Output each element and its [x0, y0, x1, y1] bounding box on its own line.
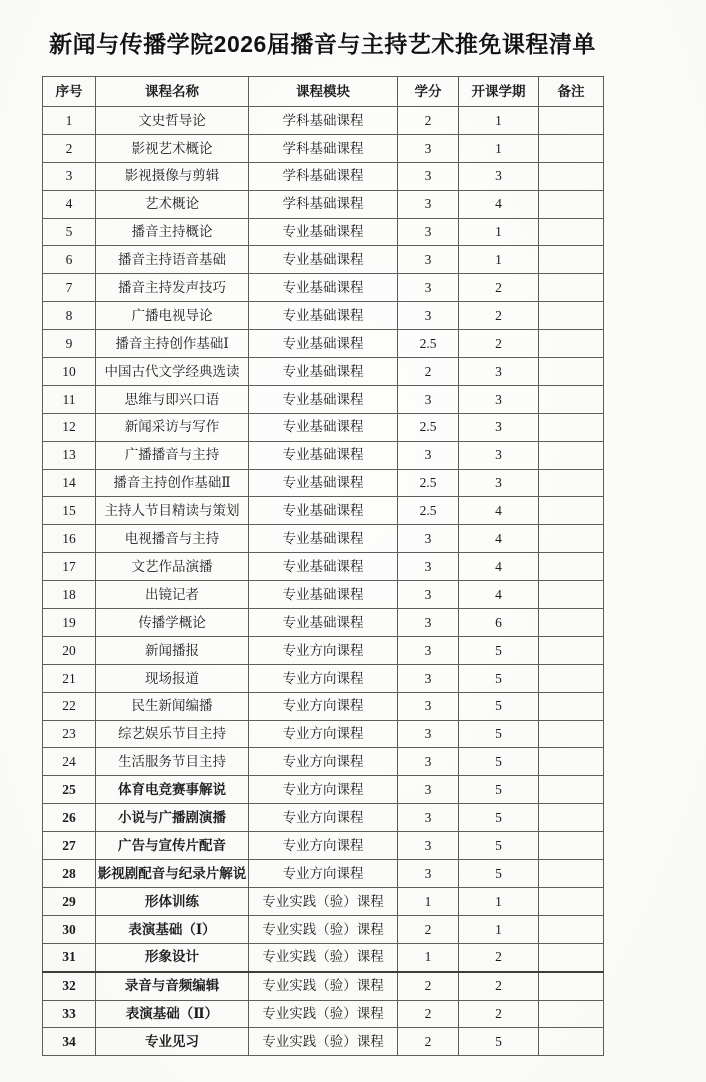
- course-module-cell: 专业基础课程: [249, 330, 398, 358]
- course-name-cell: 综艺娱乐节目主持: [96, 720, 249, 748]
- table-row: [43, 776, 604, 804]
- course-remark-cell: [539, 469, 604, 497]
- course-remark-cell: [539, 636, 604, 664]
- course-module-cell: 专业方向课程: [249, 832, 398, 860]
- row-no-cell: 16: [43, 525, 96, 553]
- course-credits-cell: 1: [398, 943, 459, 971]
- course-name-cell: 播音主持概论: [96, 218, 249, 246]
- table-row: [43, 915, 604, 943]
- course-remark-cell: [539, 385, 604, 413]
- course-remark-cell: [539, 413, 604, 441]
- course-module-cell: 专业基础课程: [249, 441, 398, 469]
- course-credits-cell: 2.5: [398, 469, 459, 497]
- course-remark-cell: [539, 748, 604, 776]
- table-row: [43, 274, 604, 302]
- table-row: [43, 413, 604, 441]
- row-no-cell: 29: [43, 887, 96, 915]
- course-module-cell: 专业实践（验）课程: [249, 1000, 398, 1028]
- course-remark-cell: [539, 832, 604, 860]
- course-credits-cell: 2: [398, 972, 459, 1000]
- row-no-cell: 13: [43, 441, 96, 469]
- course-semester-cell: 3: [459, 162, 539, 190]
- course-semester-cell: 6: [459, 609, 539, 637]
- course-semester-cell: 5: [459, 664, 539, 692]
- table-row: [43, 581, 604, 609]
- course-credits-cell: 3: [398, 274, 459, 302]
- row-no-cell: 30: [43, 915, 96, 943]
- header-no: 序号: [43, 77, 96, 107]
- row-no-cell: 8: [43, 302, 96, 330]
- course-remark-cell: [539, 358, 604, 386]
- row-no-cell: 33: [43, 1000, 96, 1028]
- table-row: [43, 246, 604, 274]
- course-remark-cell: [539, 776, 604, 804]
- row-no-cell: 3: [43, 162, 96, 190]
- course-credits-cell: 2: [398, 915, 459, 943]
- course-semester-cell: 3: [459, 469, 539, 497]
- course-remark-cell: [539, 720, 604, 748]
- course-credits-cell: 2.5: [398, 330, 459, 358]
- course-module-cell: 学科基础课程: [249, 162, 398, 190]
- course-remark-cell: [539, 664, 604, 692]
- course-semester-cell: 4: [459, 497, 539, 525]
- table-row: [43, 107, 604, 135]
- course-remark-cell: [539, 525, 604, 553]
- course-credits-cell: 3: [398, 553, 459, 581]
- table-row: [43, 218, 604, 246]
- course-credits-cell: 2: [398, 107, 459, 135]
- row-no-cell: 17: [43, 553, 96, 581]
- course-credits-cell: 2: [398, 1000, 459, 1028]
- header-row: [43, 77, 604, 107]
- course-semester-cell: 5: [459, 804, 539, 832]
- course-remark-cell: [539, 915, 604, 943]
- course-semester-cell: 3: [459, 358, 539, 386]
- table-row: [43, 720, 604, 748]
- course-module-cell: 专业方向课程: [249, 720, 398, 748]
- row-no-cell: 24: [43, 748, 96, 776]
- course-module-cell: 专业实践（验）课程: [249, 972, 398, 1000]
- course-semester-cell: 2: [459, 1000, 539, 1028]
- header-name: 课程名称: [96, 77, 249, 107]
- course-name-cell: 民生新闻编播: [96, 692, 249, 720]
- course-module-cell: 专业基础课程: [249, 246, 398, 274]
- course-table: [42, 76, 604, 1056]
- course-name-cell: 表演基础（Ⅰ）: [96, 915, 249, 943]
- course-credits-cell: 3: [398, 525, 459, 553]
- course-credits-cell: 3: [398, 302, 459, 330]
- course-semester-cell: 5: [459, 776, 539, 804]
- course-semester-cell: 5: [459, 860, 539, 888]
- course-name-cell: 播音主持发声技巧: [96, 274, 249, 302]
- table-row: [43, 330, 604, 358]
- course-semester-cell: 5: [459, 832, 539, 860]
- course-remark-cell: [539, 1000, 604, 1028]
- table-row: [43, 832, 604, 860]
- course-name-cell: 录音与音频编辑: [96, 972, 249, 1000]
- course-credits-cell: 3: [398, 804, 459, 832]
- course-module-cell: 专业基础课程: [249, 358, 398, 386]
- table-row: [43, 525, 604, 553]
- course-remark-cell: [539, 441, 604, 469]
- course-name-cell: 思维与即兴口语: [96, 385, 249, 413]
- course-semester-cell: 4: [459, 190, 539, 218]
- course-name-cell: 广播播音与主持: [96, 441, 249, 469]
- course-module-cell: 专业实践（验）课程: [249, 943, 398, 971]
- course-semester-cell: 4: [459, 525, 539, 553]
- course-credits-cell: 3: [398, 748, 459, 776]
- course-module-cell: 学科基础课程: [249, 190, 398, 218]
- course-module-cell: 专业方向课程: [249, 664, 398, 692]
- course-remark-cell: [539, 887, 604, 915]
- course-name-cell: 形象设计: [96, 943, 249, 971]
- row-no-cell: 12: [43, 413, 96, 441]
- row-no-cell: 2: [43, 134, 96, 162]
- table-row: [43, 385, 604, 413]
- header-credits: 学分: [398, 77, 459, 107]
- table-row: [43, 609, 604, 637]
- course-name-cell: 影视艺术概论: [96, 134, 249, 162]
- row-no-cell: 21: [43, 664, 96, 692]
- course-module-cell: 专业实践（验）课程: [249, 915, 398, 943]
- course-remark-cell: [539, 218, 604, 246]
- course-semester-cell: 5: [459, 748, 539, 776]
- course-credits-cell: 2.5: [398, 413, 459, 441]
- course-remark-cell: [539, 609, 604, 637]
- table-row: [43, 358, 604, 386]
- course-name-cell: 文艺作品演播: [96, 553, 249, 581]
- course-module-cell: 专业方向课程: [249, 860, 398, 888]
- course-module-cell: 专业基础课程: [249, 581, 398, 609]
- course-credits-cell: 3: [398, 776, 459, 804]
- course-credits-cell: 2: [398, 1028, 459, 1056]
- page-title: 新闻与传播学院2026届播音与主持艺术推免课程清单: [49, 31, 596, 57]
- course-module-cell: 专业基础课程: [249, 469, 398, 497]
- table-row: [43, 553, 604, 581]
- row-no-cell: 18: [43, 581, 96, 609]
- course-name-cell: 现场报道: [96, 664, 249, 692]
- row-no-cell: 6: [43, 246, 96, 274]
- row-no-cell: 14: [43, 469, 96, 497]
- table-row: [43, 943, 604, 971]
- course-semester-cell: 1: [459, 915, 539, 943]
- row-no-cell: 23: [43, 720, 96, 748]
- course-remark-cell: [539, 274, 604, 302]
- course-name-cell: 电视播音与主持: [96, 525, 249, 553]
- course-name-cell: 专业见习: [96, 1028, 249, 1056]
- course-semester-cell: 5: [459, 692, 539, 720]
- row-no-cell: 28: [43, 860, 96, 888]
- course-name-cell: 生活服务节目主持: [96, 748, 249, 776]
- table-row: [43, 972, 604, 1000]
- course-semester-cell: 2: [459, 330, 539, 358]
- course-module-cell: 学科基础课程: [249, 107, 398, 135]
- course-semester-cell: 5: [459, 1028, 539, 1056]
- row-no-cell: 11: [43, 385, 96, 413]
- table-row: [43, 692, 604, 720]
- table-row: [43, 748, 604, 776]
- course-remark-cell: [539, 497, 604, 525]
- course-name-cell: 广播电视导论: [96, 302, 249, 330]
- course-remark-cell: [539, 553, 604, 581]
- row-no-cell: 25: [43, 776, 96, 804]
- course-credits-cell: 3: [398, 832, 459, 860]
- course-credits-cell: 3: [398, 218, 459, 246]
- header-module: 课程模块: [249, 77, 398, 107]
- row-no-cell: 26: [43, 804, 96, 832]
- course-credits-cell: 3: [398, 860, 459, 888]
- row-no-cell: 31: [43, 943, 96, 971]
- course-credits-cell: 3: [398, 385, 459, 413]
- row-no-cell: 9: [43, 330, 96, 358]
- course-credits-cell: 3: [398, 581, 459, 609]
- table-row: [43, 636, 604, 664]
- row-no-cell: 19: [43, 609, 96, 637]
- row-no-cell: 10: [43, 358, 96, 386]
- course-name-cell: 形体训练: [96, 887, 249, 915]
- course-name-cell: 艺术概论: [96, 190, 249, 218]
- row-no-cell: 32: [43, 972, 96, 1000]
- course-credits-cell: 3: [398, 636, 459, 664]
- table-row: [43, 497, 604, 525]
- course-remark-cell: [539, 692, 604, 720]
- course-name-cell: 出镜记者: [96, 581, 249, 609]
- row-no-cell: 4: [43, 190, 96, 218]
- course-remark-cell: [539, 581, 604, 609]
- row-no-cell: 1: [43, 107, 96, 135]
- course-semester-cell: 1: [459, 218, 539, 246]
- course-module-cell: 专业方向课程: [249, 748, 398, 776]
- course-module-cell: 专业方向课程: [249, 636, 398, 664]
- course-module-cell: 专业基础课程: [249, 385, 398, 413]
- course-remark-cell: [539, 972, 604, 1000]
- course-credits-cell: 1: [398, 887, 459, 915]
- course-module-cell: 学科基础课程: [249, 134, 398, 162]
- course-remark-cell: [539, 107, 604, 135]
- course-name-cell: 主持人节目精读与策划: [96, 497, 249, 525]
- course-credits-cell: 3: [398, 692, 459, 720]
- course-name-cell: 体育电竞赛事解说: [96, 776, 249, 804]
- course-name-cell: 播音主持语音基础: [96, 246, 249, 274]
- row-no-cell: 15: [43, 497, 96, 525]
- course-name-cell: 播音主持创作基础Ⅱ: [96, 469, 249, 497]
- course-module-cell: 专业基础课程: [249, 553, 398, 581]
- course-name-cell: 表演基础（Ⅱ）: [96, 1000, 249, 1028]
- course-module-cell: 专业基础课程: [249, 218, 398, 246]
- course-name-cell: 传播学概论: [96, 609, 249, 637]
- course-credits-cell: 3: [398, 609, 459, 637]
- table-row: [43, 1000, 604, 1028]
- course-remark-cell: [539, 1028, 604, 1056]
- course-module-cell: 专业实践（验）课程: [249, 887, 398, 915]
- course-remark-cell: [539, 246, 604, 274]
- course-semester-cell: 3: [459, 413, 539, 441]
- course-semester-cell: 2: [459, 943, 539, 971]
- course-remark-cell: [539, 943, 604, 971]
- course-credits-cell: 3: [398, 134, 459, 162]
- course-semester-cell: 2: [459, 274, 539, 302]
- course-semester-cell: 3: [459, 385, 539, 413]
- table-row: [43, 860, 604, 888]
- row-no-cell: 27: [43, 832, 96, 860]
- course-semester-cell: 5: [459, 720, 539, 748]
- course-remark-cell: [539, 804, 604, 832]
- course-remark-cell: [539, 330, 604, 358]
- course-credits-cell: 2: [398, 358, 459, 386]
- course-module-cell: 专业基础课程: [249, 497, 398, 525]
- course-name-cell: 中国古代文学经典选读: [96, 358, 249, 386]
- course-module-cell: 专业方向课程: [249, 776, 398, 804]
- course-remark-cell: [539, 302, 604, 330]
- table-row: [43, 664, 604, 692]
- course-remark-cell: [539, 860, 604, 888]
- table-row: [43, 441, 604, 469]
- table-row: [43, 469, 604, 497]
- course-semester-cell: 2: [459, 972, 539, 1000]
- row-no-cell: 7: [43, 274, 96, 302]
- row-no-cell: 20: [43, 636, 96, 664]
- course-module-cell: 专业基础课程: [249, 413, 398, 441]
- row-no-cell: 34: [43, 1028, 96, 1056]
- course-name-cell: 影视剧配音与纪录片解说: [96, 860, 249, 888]
- course-module-cell: 专业基础课程: [249, 609, 398, 637]
- course-remark-cell: [539, 162, 604, 190]
- course-module-cell: 专业基础课程: [249, 302, 398, 330]
- header-semester: 开课学期: [459, 77, 539, 107]
- course-credits-cell: 3: [398, 246, 459, 274]
- course-name-cell: 新闻采访与写作: [96, 413, 249, 441]
- course-name-cell: 广告与宣传片配音: [96, 832, 249, 860]
- table-row: [43, 302, 604, 330]
- table-row: [43, 887, 604, 915]
- table-row: [43, 134, 604, 162]
- course-remark-cell: [539, 134, 604, 162]
- row-no-cell: 22: [43, 692, 96, 720]
- course-semester-cell: 4: [459, 581, 539, 609]
- course-table-body: [43, 107, 604, 1056]
- course-semester-cell: 3: [459, 441, 539, 469]
- course-credits-cell: 3: [398, 162, 459, 190]
- course-name-cell: 影视摄像与剪辑: [96, 162, 249, 190]
- table-row: [43, 190, 604, 218]
- course-name-cell: 播音主持创作基础Ⅰ: [96, 330, 249, 358]
- course-semester-cell: 4: [459, 553, 539, 581]
- course-name-cell: 新闻播报: [96, 636, 249, 664]
- course-credits-cell: 3: [398, 190, 459, 218]
- course-name-cell: 小说与广播剧演播: [96, 804, 249, 832]
- table-row: [43, 1028, 604, 1056]
- course-credits-cell: 3: [398, 720, 459, 748]
- table-row: [43, 804, 604, 832]
- course-credits-cell: 3: [398, 664, 459, 692]
- course-credits-cell: 2.5: [398, 497, 459, 525]
- course-semester-cell: 5: [459, 636, 539, 664]
- course-name-cell: 文史哲导论: [96, 107, 249, 135]
- course-semester-cell: 1: [459, 134, 539, 162]
- course-semester-cell: 1: [459, 246, 539, 274]
- course-module-cell: 专业基础课程: [249, 525, 398, 553]
- header-remark: 备注: [539, 77, 604, 107]
- course-remark-cell: [539, 190, 604, 218]
- course-module-cell: 专业实践（验）课程: [249, 1028, 398, 1056]
- course-module-cell: 专业方向课程: [249, 804, 398, 832]
- course-semester-cell: 2: [459, 302, 539, 330]
- course-module-cell: 专业方向课程: [249, 692, 398, 720]
- course-module-cell: 专业基础课程: [249, 274, 398, 302]
- course-semester-cell: 1: [459, 887, 539, 915]
- course-semester-cell: 1: [459, 107, 539, 135]
- table-row: [43, 162, 604, 190]
- row-no-cell: 5: [43, 218, 96, 246]
- course-credits-cell: 3: [398, 441, 459, 469]
